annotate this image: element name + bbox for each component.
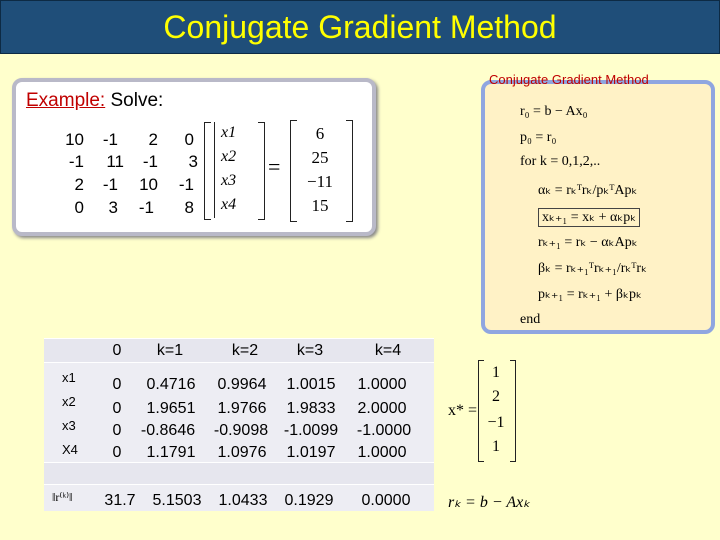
matrix-cell: -1 (102, 175, 118, 194)
matrix-cell: -1 (138, 198, 154, 217)
matrix-cell: 11 (106, 152, 124, 171)
algorithm-line: p₀ = r₀ (520, 130, 557, 145)
algorithm-title: Conjugate Gradient Method (489, 72, 649, 87)
b-vector-entry: 25 (311, 148, 329, 167)
x-vector-entry: x4 (221, 196, 237, 213)
title-bar (0, 0, 720, 54)
b-vector-entry: 15 (311, 196, 329, 215)
residual-cell: 0.0000 (361, 492, 411, 509)
residual-label: ‖r⁽ᵏ⁾‖ (52, 490, 73, 504)
residual-cell: 1.0433 (218, 492, 268, 509)
solution-entry: 2 (492, 388, 500, 405)
table-cell: 1.0197 (286, 444, 336, 461)
equals-sign: = (268, 154, 281, 179)
x-vector-bracket-right (258, 122, 265, 220)
table-header: k=4 (374, 342, 402, 359)
table-cell: -1.0099 (283, 422, 339, 439)
matrix-cell: -1 (142, 152, 158, 171)
example-text: Solve: (110, 90, 164, 111)
x-vector-bracket-inner (214, 122, 219, 218)
table-cell: 1.9651 (146, 400, 196, 417)
table-gap-band (44, 462, 434, 485)
table-cell: 1.9833 (286, 400, 336, 417)
matrix-cell: 2 (148, 130, 158, 149)
algorithm-line: αₖ = rₖᵀrₖ/pₖᵀApₖ (538, 183, 638, 198)
solution-entry: −1 (487, 414, 505, 431)
table-cell: -1.0000 (356, 422, 412, 439)
matrix-cell: 10 (65, 130, 84, 149)
table-cell: -0.8646 (140, 422, 196, 439)
example-heading (26, 90, 163, 112)
matrix-cell: 3 (188, 152, 198, 171)
table-header: k=1 (156, 342, 184, 359)
table-cell: 0 (112, 400, 122, 417)
algorithm-line: end (520, 312, 541, 327)
matrix-cell: -1 (178, 175, 194, 194)
matrix-cell: 10 (139, 175, 158, 194)
algorithm-line: βₖ = rₖ₊₁ᵀrₖ₊₁/rₖᵀrₖ (538, 261, 648, 276)
x-vector-entry: x2 (221, 148, 237, 165)
algorithm-line: rₖ₊₁ = rₖ − αₖApₖ (538, 235, 638, 250)
algorithm-line-boxed: xₖ₊₁ = xₖ + αₖpₖ (538, 208, 640, 227)
page-title: Conjugate Gradient Method (163, 8, 557, 45)
table-header: 0 (112, 342, 122, 359)
x-vector-bracket-left (204, 122, 211, 220)
matrix-cell: 3 (108, 198, 118, 217)
x-vector-entry: x1 (221, 124, 237, 141)
algorithm-line: for k = 0,1,2,.. (520, 154, 601, 169)
residual-cell: 31.7 (104, 492, 136, 509)
solution-entry: 1 (492, 438, 500, 455)
table-cell: 0 (112, 444, 122, 461)
example-box (12, 78, 376, 236)
matrix-cell: -1 (102, 130, 118, 149)
residual-cell: 5.1503 (152, 492, 202, 509)
table-cell: 1.0000 (357, 444, 407, 461)
example-label: Example: (26, 90, 106, 111)
table-header: k=2 (231, 342, 259, 359)
residual-formula: rₖ = b − Axₖ (448, 494, 531, 511)
matrix-cell: 2 (74, 175, 84, 194)
table-cell: 0 (112, 422, 122, 439)
table-cell: 1.0015 (286, 376, 336, 393)
solution-entry: 1 (492, 364, 500, 381)
x-vector-entry: x3 (221, 172, 237, 189)
b-vector-bracket-right (346, 120, 353, 222)
algorithm-line: pₖ₊₁ = rₖ₊₁ + βₖpₖ (538, 287, 642, 302)
table-cell: 1.0976 (217, 444, 267, 461)
table-cell: 1.1791 (146, 444, 196, 461)
table-cell: 1.9766 (217, 400, 267, 417)
b-vector-bracket-left (290, 120, 297, 222)
table-cell: 0 (112, 376, 122, 393)
table-cell: -0.9098 (213, 422, 269, 439)
matrix-cell: 0 (74, 198, 84, 217)
row-label: x3 (62, 418, 76, 433)
row-label: x2 (62, 394, 76, 409)
row-label: x1 (62, 370, 76, 385)
solution-label: x* = (448, 402, 478, 419)
algorithm-line: r₀ = b − Ax₀ (520, 104, 588, 119)
matrix-cell: -1 (68, 152, 84, 171)
table-cell: 1.0000 (357, 376, 407, 393)
table-cell: 0.9964 (217, 376, 267, 393)
table-cell: 0.4716 (146, 376, 196, 393)
row-label: X4 (62, 442, 78, 457)
table-header: k=3 (296, 342, 324, 359)
b-vector-entry: −11 (307, 172, 333, 191)
matrix-cell: 0 (184, 130, 194, 149)
table-cell: 2.0000 (357, 400, 407, 417)
solution-bracket-right (510, 360, 516, 462)
matrix-cell: 8 (184, 198, 194, 217)
residual-cell: 0.1929 (284, 492, 334, 509)
b-vector-entry: 6 (315, 124, 325, 143)
